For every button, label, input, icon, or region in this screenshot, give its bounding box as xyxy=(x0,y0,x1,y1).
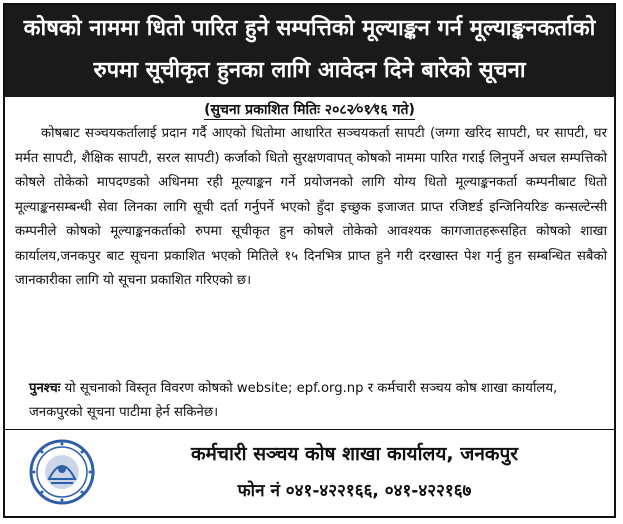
banner-title-line-2: रुपमा सूचीकृत हुनका लागि आवेदन दिने बारेको सूचना xyxy=(93,58,526,83)
notice-body: कोषबाट सञ्चयकर्तालाई प्रदान गर्दै आएको धितोमा आधारित सञ्चयकर्ता सापटी (जग्गा खरिद सापटी, घर सापटी, घर मर्मत सापटी, शैक्षिक सापटी, सरल सापटी) कर्जाको धितो सुरक्षणवापत् कोषको नाममा पारित गराई लिनुपर्ने अचल सम्पत्तिको कोषले तोकेको मापदण्डको अधिनमा रही मूल्याङ्कन गर्ने प्रयोजनको लागि योग्य धितो मूल्याङ्कनकर्ता कम्पनीबाट धितो मूल्याङ्कनसम्बन्धी सेवा लिनका लागि सूची दर्ता गर्नुपर्ने भएको हुँदा इच्छुक इजाजत प्राप्त रजिष्टर्ड इन्जिनियरिङ कन्सल्टेन्सी कम्पनीले कोषको मूल्याङ्कनकर्ताको रुपमा सूचीकृत हुन कोषले तोकेको आवश्यक कागजातहरूसहित कोषको शाखा कार्यालय,जनकपुर बाट सूचना प्रकाशित भएको मितिले १५ दिनभित्र प्राप्त हुने गरी दरखास्त पेश गर्नु हुन सम्बन्धित सबैको जानकारीका लागि यो सूचना प्रकाशित गरिएको छ। xyxy=(15,126,607,288)
postscript-text: यो सूचनाको विस्तृत विवरण कोषको website; epf.org.np र कर्मचारी सञ्चय कोष शाखा कार्यालय, जनकपुरको सूचना पाटीमा हेर्न सकिनेछ। xyxy=(29,381,558,420)
postscript-note xyxy=(15,377,609,425)
notice-frame xyxy=(3,3,616,518)
postscript-label: पुनश्चः xyxy=(29,381,61,396)
phone-numbers: फोन नं ०४१-४२२१६६, ०४१-४२२१६७ xyxy=(237,481,472,501)
banner-title-line-1: कोषको नाममा धितो पारित हुने सम्पत्तिको मूल्याङ्कन गर्न मूल्याङ्कनकर्ताको xyxy=(23,16,596,41)
organization-seal-icon xyxy=(29,439,95,505)
publication-date xyxy=(5,100,614,119)
publication-date-text: (सुचना प्रकाशित मितिः २०८२⁄०१⁄१६ गते) xyxy=(204,102,415,118)
office-name: कर्मचारी सञ्चय कोष शाखा कार्यालय, जनकपुर xyxy=(190,443,519,465)
notice-banner xyxy=(5,5,614,97)
footer-divider xyxy=(5,429,614,430)
